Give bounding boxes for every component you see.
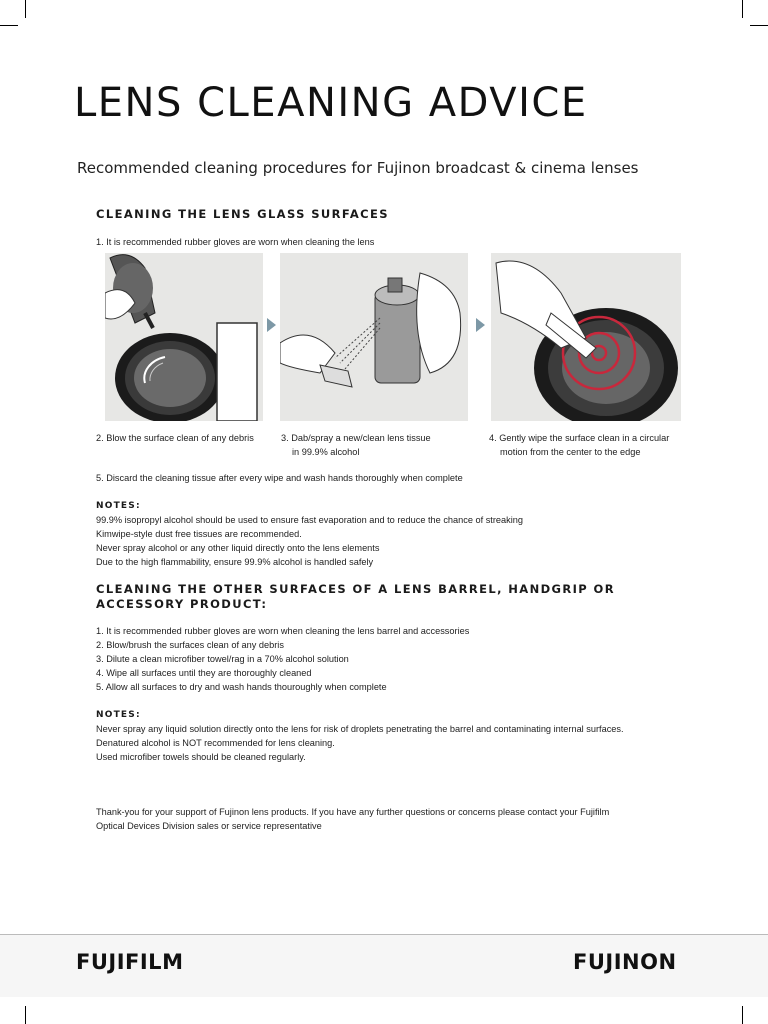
glass-step-4: 4. Gently wipe the surface clean in a circular motion from the center to the edge [489,433,670,457]
step-arrow-icon [476,318,485,332]
illustration-spray [280,253,468,421]
thanks-text: Optical Devices Division sales or service representative [96,821,322,831]
glass-step-5: 5. Discard the cleaning tissue after every wipe and wash hands thoroughly when complete [96,473,463,483]
glass-note: Due to the high flammability, ensure 99.9% alcohol is handled safely [96,557,374,567]
barrel-step: 2. Blow/brush the surfaces clean of any debris [96,640,284,650]
glass-step-3: 3. Dab/spray a new/clean lens tissue in 99.9% alcohol [281,433,431,457]
notes-heading: NOTES: [96,501,141,511]
glass-step-2: 2. Blow the surface clean of any debris [96,433,254,443]
glass-note: Kimwipe-style dust free tissues are recommended. [96,529,302,539]
step-arrow-icon [267,318,276,332]
page-title: LENS CLEANING ADVICE [74,80,588,126]
section-heading-glass: CLEANING THE LENS GLASS SURFACES [96,207,389,221]
illustration-blow [105,253,263,421]
page-subtitle: Recommended cleaning procedures for Fujinon broadcast & cinema lenses [77,159,639,177]
notes-heading: NOTES: [96,710,141,720]
barrel-note: Never spray any liquid solution directly onto the lens for risk of droplets penetrating the barrel and contaminating internal surfaces. [96,724,624,734]
barrel-step: 1. It is recommended rubber gloves are worn when cleaning the lens barrel and accessories [96,626,470,636]
barrel-step: 4. Wipe all surfaces until they are thoroughly cleaned [96,668,312,678]
fujinon-logo: FUJINON [573,950,677,974]
glass-step-1: 1. It is recommended rubber gloves are worn when cleaning the lens [96,237,375,247]
crop-mark [25,1006,26,1024]
barrel-note: Used microfiber towels should be cleaned regularly. [96,752,306,762]
glass-note: Never spray alcohol or any other liquid directly onto the lens elements [96,543,380,553]
crop-mark [750,25,768,26]
barrel-step: 5. Allow all surfaces to dry and wash hands thouroughly when complete [96,682,387,692]
barrel-step: 3. Dilute a clean microfiber towel/rag in a 70% alcohol solution [96,654,349,664]
barrel-note: Denatured alcohol is NOT recommended for lens cleaning. [96,738,335,748]
crop-mark [742,1006,743,1024]
fujifilm-logo: FUJIFILM [76,950,184,974]
crop-mark [0,25,18,26]
section-heading-barrel: CLEANING THE OTHER SURFACES OF A LENS BARREL, HANDGRIP OR [96,582,615,596]
thanks-text: Thank-you for your support of Fujinon lens products. If you have any further questions or concerns please contact your Fujifilm [96,807,610,817]
glass-note: 99.9% isopropyl alcohol should be used to ensure fast evaporation and to reduce the chance of streaking [96,515,523,525]
crop-mark [742,0,743,18]
illustration-wipe [491,253,681,421]
crop-mark [25,0,26,18]
section-heading-barrel-cont: ACCESSORY PRODUCT: [96,597,268,611]
